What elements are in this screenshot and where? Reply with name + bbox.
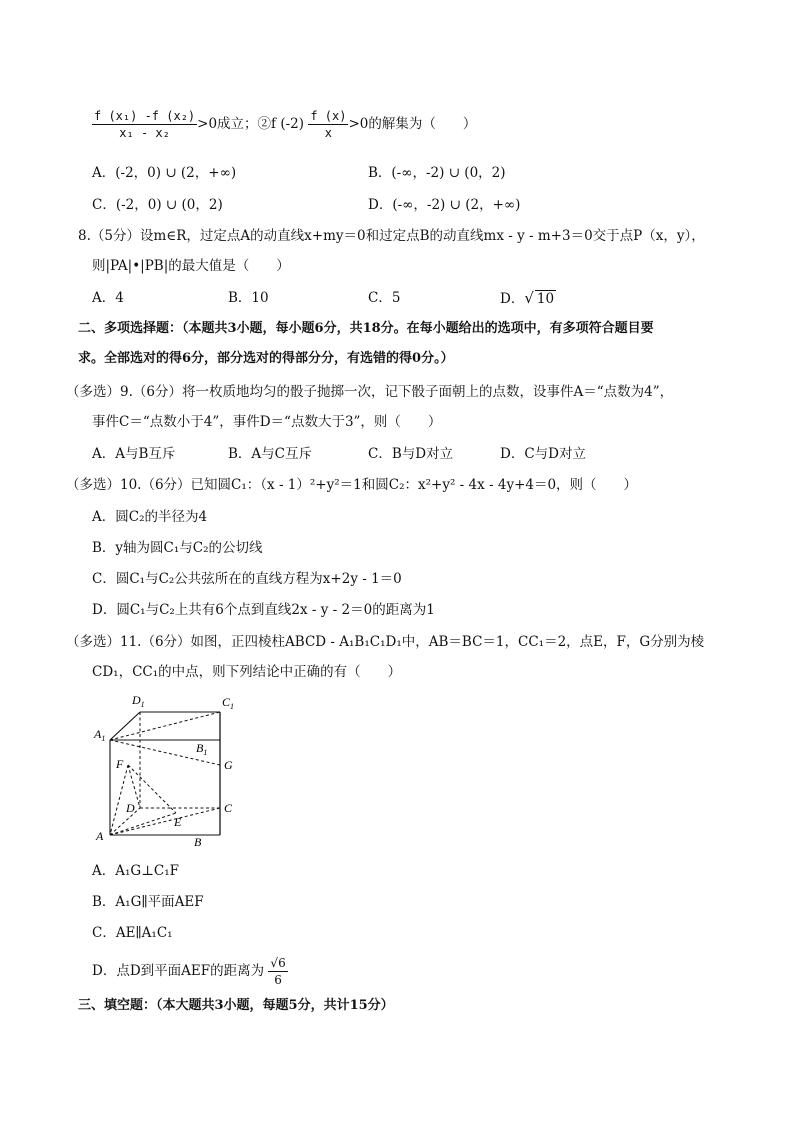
label-b: B [194,835,202,849]
q10-option-c[interactable]: C．圆C₁与C₂公共弦所在的直线方程为x+2y - 1＝0 [92,571,402,587]
prism-figure [88,690,258,850]
q8-stem-line2: 则|PA|•|PB|的最大值是（ ） [92,258,290,274]
q8-option-d[interactable] [500,288,556,309]
q11-option-d-fraction [268,955,287,988]
label-a: A [96,829,104,843]
q7-fraction-2 [308,108,348,141]
q7-condition-line [92,108,476,141]
label-e: E [174,815,182,829]
q11-option-d-numerator: √6 [270,956,286,970]
section2-heading-line1: 二、多项选择题：（本题共3小题，每小题6分，共18分。在每小题给出的选项中，有多项符合题目要 [78,321,654,336]
sqrt-sign: √ [524,289,534,307]
q10-option-d[interactable]: D．圆C₁与C₂上共有6个点到直线2x - y - 2＝0的距离为1 [92,602,435,618]
q10-option-b[interactable]: B．y轴为圆C₁与C₂的公切线 [92,540,263,556]
q9-option-c[interactable]: C．B与D对立 [368,446,454,462]
label-d: D [126,801,135,815]
q7-mid-text: >0成立；②f (-2) [197,116,305,132]
q7-option-b[interactable]: B．(-∞，-2) ∪ (0，2) [368,165,506,181]
label-c1: $C_1$ [222,695,235,711]
label-c: C [224,801,233,815]
q8-option-d-radicand: 10 [536,291,555,307]
q7-tail-text: >0的解集为（ ） [348,116,477,132]
q10-option-a[interactable]: A．圆C₂的半径为4 [92,509,208,525]
q7-fraction-1 [92,108,197,141]
q9-option-a[interactable]: A．A与B互斥 [92,446,176,462]
q7-option-a[interactable]: A．(-2，0) ∪ (2，+∞) [92,165,237,181]
q7-frac1-numerator: f (x₁) -f (x₂) [94,109,196,123]
q11-option-d-prefix: D．点D到平面AEF的距离为 [92,963,265,979]
q10-stem: （多选）10.（6分）已知圆C₁：（x - 1）²+y²＝1和圆C₂：x²+y² - 4x - 4y+4＝0，则（ ） [66,477,638,493]
q9-stem-line1: （多选）9.（6分）将一枚质地均匀的骰子抛掷一次，记下骰子面朝上的点数，设事件A＝“点数为4”， [66,384,674,400]
label-f: F [116,757,124,771]
label-b1: $B_1$ [196,741,208,757]
q11-option-d[interactable] [92,955,288,988]
q8-option-b[interactable]: B．10 [228,290,269,306]
q9-option-b[interactable]: B．A与C互斥 [228,446,312,462]
q8-option-d-prefix: D． [500,291,525,307]
q7-option-d[interactable]: D．(-∞，-2) ∪ (2，+∞) [368,197,521,213]
q7-option-c[interactable]: C．(-2，0) ∪ (0，2) [92,197,223,213]
q11-option-c[interactable]: C．AE∥A₁C₁ [92,925,173,941]
section2-heading-line2: 求。全部选对的得6分，部分选对的得部分分，有选错的得0分。） [78,351,454,366]
section3-heading: 三、填空题：（本大题共3小题，每题5分，共计15分） [78,998,394,1013]
q8-option-a[interactable]: A．4 [92,290,124,306]
label-d1: $D_1$ [132,693,145,709]
q7-frac2-denominator: x [324,126,332,140]
q9-option-d[interactable]: D．C与D对立 [500,446,586,462]
q7-frac2-numerator: f (x) [310,109,347,123]
q8-stem-line1: 8.（5分）设m∈R，过定点A的动直线x+my＝0和过定点B的动直线mx - y - m+3＝0交于点P（x，y）， [78,228,705,244]
label-a1: $A_1$ [94,727,106,743]
q7-frac1-denominator: x₁ - x₂ [119,126,170,140]
q11-option-d-denominator: 6 [274,973,282,987]
q9-stem-line2: 事件C＝“点数小于4”，事件D＝“点数大于3”，则（ ） [92,414,442,430]
q11-stem-line1: （多选）11.（6分）如图，正四棱柱ABCD - A₁B₁C₁D₁中，AB＝BC＝1，CC₁＝2，点E，F，G分别为棱 [66,634,705,650]
q11-option-b[interactable]: B．A₁G∥平面AEF [92,894,204,910]
label-g: G [224,758,233,772]
q11-stem-line2: CD₁，CC₁的中点，则下列结论中正确的有（ ） [92,664,402,680]
q8-option-c[interactable]: C．5 [368,290,401,306]
q11-option-a[interactable]: A．A₁G⊥C₁F [92,863,179,879]
